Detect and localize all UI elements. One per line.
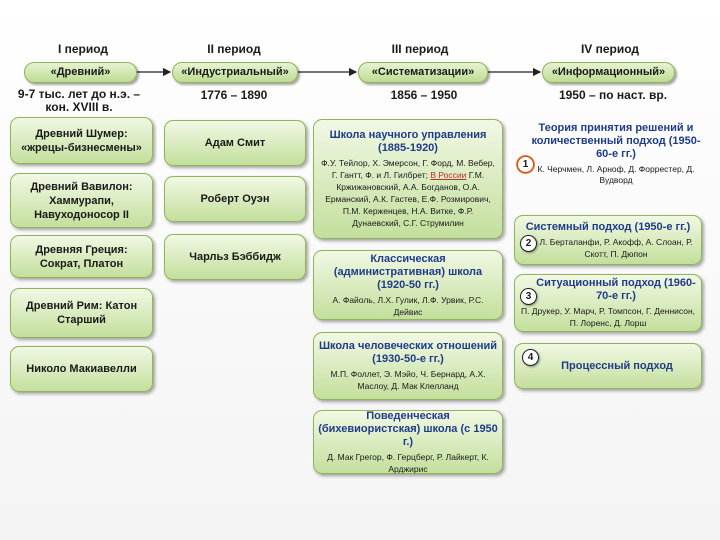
col2-item-owen [164, 176, 306, 222]
col1-item-sumer [10, 117, 153, 164]
school-title: Поведенческая (бихевиористская) школа (с 1950 г.) [318, 409, 498, 448]
col2-item-text: Чарльз Бэббидж [189, 251, 281, 263]
approach-title: Системный подход (1950-е гг.) [525, 220, 691, 233]
school-names: Д. Мак Грегор, Ф. Герцберг, Р. Лайкерт, К. Арджирис [327, 451, 489, 474]
period-2-dates: 1776 – 1890 [200, 88, 268, 102]
col4-approach-situational [514, 274, 702, 332]
period-2-title: II период [207, 42, 261, 56]
period-1-title: I период [57, 42, 109, 56]
approach-names: К. Черчмен, Л. Арноф, Д. Форрестер, Д. Вудворд [537, 164, 695, 185]
col2-item-babbage [164, 234, 306, 280]
col4-approach-process [514, 343, 702, 389]
col4-approach-systems [514, 215, 702, 265]
period-3-title: III период [391, 42, 449, 56]
approach-number-2: 2 [520, 235, 537, 252]
col1-item-greece [10, 235, 153, 278]
col1-item-text: Древний Рим: Катон Старший [25, 300, 138, 326]
col3-school-behavioral [313, 410, 503, 474]
period-3-dates: 1856 – 1950 [390, 88, 458, 102]
russia-label: В России [430, 170, 467, 180]
col2-item-text: Адам Смит [204, 137, 266, 149]
col1-item-text: Николо Макиавелли [26, 363, 137, 375]
period-2-name: «Индустриальный» [172, 62, 298, 83]
approach-title: Процессный подход [561, 359, 673, 372]
col3-school-human-relations [313, 332, 503, 400]
period-3-name: «Систематизации» [358, 62, 488, 83]
approach-title: Теория принятия решений и количественный подход (1950-60-е гг.) [531, 122, 701, 160]
approach-names: Л. Берталанфи, Р. Акофф, А. Слоан, Р. Скотт, П. Дюпон [539, 236, 693, 259]
period-4-title: IV период [580, 42, 640, 56]
period-4-name: «Информационный» [542, 62, 675, 83]
col1-item-text: Древний Шумер: «жрецы-бизнесмены» [21, 127, 142, 154]
school-names: А. Файоль, Л.Х. Гулик, Л.Ф. Урвик, Р.С. Дейвис [332, 294, 484, 317]
school-title: Классическая (административная) школа (1920-50 гг.) [333, 252, 483, 291]
col1-item-machiavelli [10, 346, 153, 392]
col3-school-classical [313, 250, 503, 320]
col1-item-babylon [10, 173, 153, 228]
approach-names: П. Друкер, У. Марч, Р. Томпсон, Г. Деннисон, П. Лоренс, Д. Лорш [520, 306, 696, 328]
col3-school-scientific [313, 119, 503, 239]
school-names: М.П. Фоллет, Э. Мэйо, Ч. Бернард, А.Х. Маслоу, Д. Мак Клелланд [330, 369, 486, 391]
col4-approach-decisions [530, 122, 702, 186]
col1-item-text: Древний Вавилон: Хаммурапи, Навуходоносор II [30, 180, 133, 221]
period-4-dates: 1950 – по наст. вр. [558, 88, 668, 102]
col1-item-rome [10, 288, 153, 338]
school-names: Ф.У. Тейлор, Х. Эмерсон, Г. Форд, М. Вебер, Г. Гантт, Ф. и Л. Гилбрет; В России Г.М. Кржижановский, А.А. Богданов, О.А. Ерманский, А.К. Гастев, Е.Ф. Розмирович, П.М. Керженцев, Н.А. Витке, Ф.Р. Дунаевский, С.Г. Струмилин [321, 158, 495, 228]
col1-item-text: Древняя Греция: Сократ, Платон [35, 243, 128, 270]
col2-item-smith [164, 120, 306, 166]
school-title: Школа человеческих отношений (1930-50-е гг.) [318, 340, 498, 365]
school-title: Школа научного управления (1885-1920) [329, 129, 487, 154]
period-1-name: «Древний» [24, 62, 137, 83]
approach-title: Ситуационный подход (1960-70-е гг.) [536, 277, 696, 302]
col2-item-text: Роберт Оуэн [200, 193, 270, 205]
approach-number-3: 3 [520, 288, 537, 305]
approach-number-4: 4 [522, 349, 539, 366]
period-1-dates: 9-7 тыс. лет до н.э. – кон. XVIII в. [17, 87, 141, 114]
approach-number-1: 1 [517, 156, 534, 173]
